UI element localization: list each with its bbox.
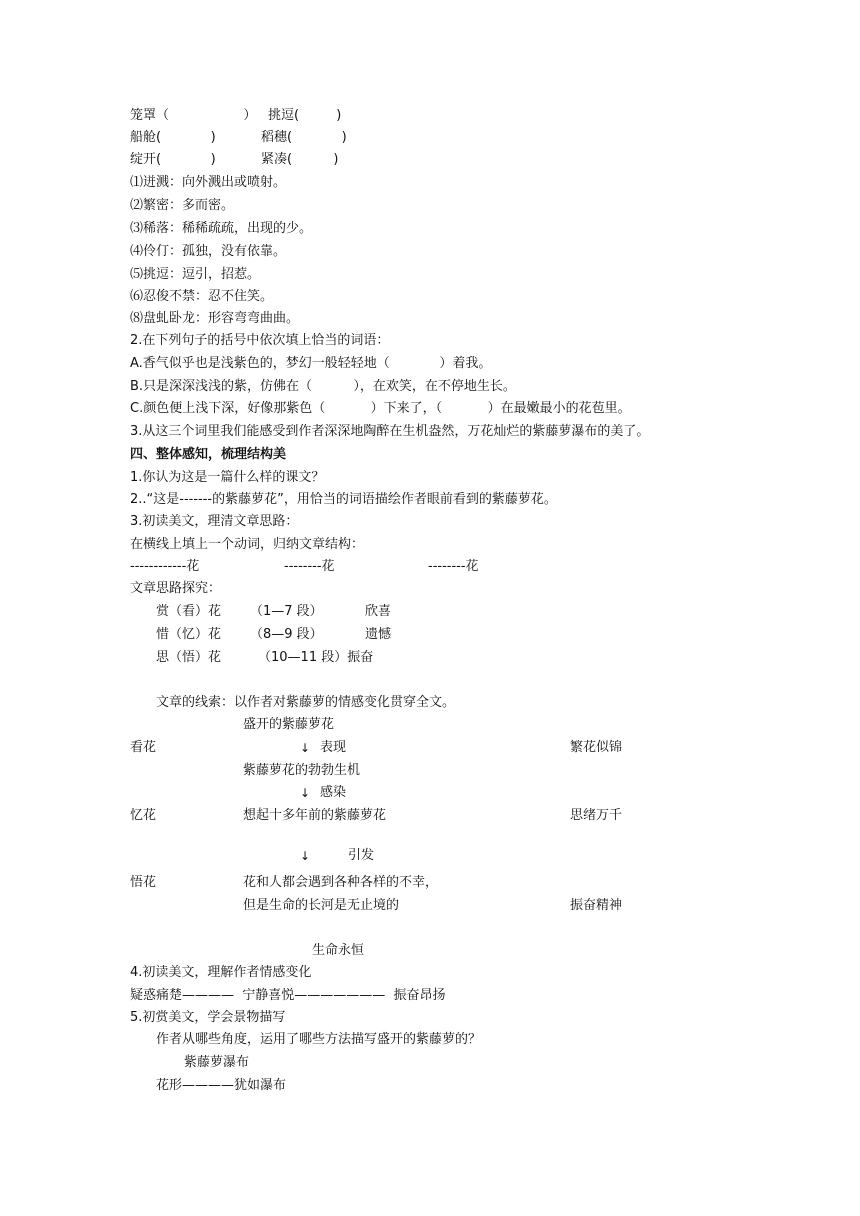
emotion-line: 疑惑痛楚———— 宁静喜悦——————— 振奋昂扬 [130, 988, 446, 1003]
vocab-item: 笼罩（ ） [130, 108, 257, 123]
blank-item: --------花 [428, 559, 479, 574]
question-heading: 3.从这三个词里我们能感受到作者深深地陶醉在生机盎然，万花灿烂的紫藤萝瀑布的美了。 [130, 424, 650, 439]
question-heading: 5.初赏美文，学会景物描写 [130, 1010, 286, 1025]
down-arrow-icon: ↓ [300, 741, 311, 755]
diagram-result: 振奋精神 [570, 898, 623, 913]
structure-stage: 赏（看）花 [156, 604, 222, 619]
question-text: 作者从哪些角度，运用了哪些方法描写盛开的紫藤萝的？ [156, 1032, 482, 1047]
exercise-sentence: A.香气似乎也是浅紫色的，梦幻一般轻轻地（ ）着我。 [130, 356, 492, 371]
diagram-relation: 引发 [348, 848, 375, 863]
question-heading: 3.初读美文，理清文章思路： [130, 514, 299, 529]
instruction-text: 在横线上填上一个动词，归纳文章结构： [130, 537, 365, 552]
definition-item: ⑹忍俊不禁：忍不住笑。 [130, 289, 274, 304]
diagram-node: 想起十多年前的紫藤萝花 [243, 808, 387, 823]
section-title: 四、整体感知，梳理结构美 [130, 447, 287, 462]
down-arrow-icon: ↓ [300, 786, 311, 800]
clue-text: 文章的线索：以作者对紫藤萝的情感变化贯穿全文。 [156, 695, 456, 710]
structure-range: （1—7 段） [250, 604, 323, 619]
description-line: 花形————犹如瀑布 [156, 1078, 287, 1093]
structure-stage: 思（悟）花 [156, 650, 222, 665]
blank-item: --------花 [284, 559, 335, 574]
diagram-stage: 悟花 [130, 875, 157, 890]
blank-item: ------------花 [130, 559, 200, 574]
question-heading: 2.在下列句子的括号中依次填上恰当的词语： [130, 333, 390, 348]
subheading: 紫藤萝瀑布 [184, 1055, 250, 1070]
vocab-item: 挑逗( ) [268, 108, 342, 123]
exercise-sentence: C.颜色便上浅下深，好像那紫色（ ）下来了，（ ）在最嫩最小的花苞里。 [130, 401, 631, 416]
diagram-node: 花和人都会遇到各种各样的不幸， [243, 875, 439, 890]
definition-item: ⑷伶仃：孤独，没有依靠。 [130, 244, 287, 259]
definition-item: ⑶稀落：稀稀疏疏，出现的少。 [130, 221, 313, 236]
structure-emotion: 遗憾 [365, 627, 392, 642]
exercise-sentence: B.只是深深浅浅的紫，仿佛在（ ），在欢笑，在不停地生长。 [130, 379, 516, 394]
diagram-stage: 看花 [130, 740, 157, 755]
definition-item: ⑵繁密：多而密。 [130, 198, 235, 213]
definition-item: ⑸挑逗：逗引，招惹。 [130, 267, 261, 282]
vocab-item: 稻穗( ) [261, 130, 347, 145]
question-heading: 2..“这是-------的紫藤萝花”，用恰当的词语描绘作者眼前看到的紫藤萝花。 [130, 492, 557, 507]
diagram-node: 紫藤萝花的勃勃生机 [243, 763, 361, 778]
diagram-conclusion: 生命永恒 [312, 943, 365, 958]
definition-item: ⑻盘虬卧龙：形容弯弯曲曲。 [130, 311, 300, 326]
structure-range: （8—9 段） [250, 627, 323, 642]
diagram-relation: 表现 [320, 740, 347, 755]
structure-emotion: 欣喜 [365, 604, 392, 619]
question-heading: 1.你认为这是一篇什么样的课文？ [130, 470, 325, 485]
definition-item: ⑴迸溅：向外溅出或喷射。 [130, 175, 287, 190]
structure-stage: 惜（忆）花 [156, 627, 222, 642]
structure-range: （10—11 段）振奋 [258, 650, 374, 665]
question-heading: 4.初读美文，理解作者情感变化 [130, 965, 312, 980]
diagram-node: 但是生命的长河是无止境的 [243, 898, 400, 913]
diagram-node: 盛开的紫藤萝花 [243, 717, 335, 732]
vocab-item: 绽开( ) [130, 152, 216, 167]
diagram-stage: 忆花 [130, 808, 157, 823]
diagram-result: 思绪万千 [570, 808, 623, 823]
subheading: 文章思路探究： [130, 581, 222, 596]
down-arrow-icon: ↓ [300, 849, 311, 863]
vocab-item: 船舱( ) [130, 130, 216, 145]
diagram-result: 繁花似锦 [570, 740, 623, 755]
vocab-item: 紧凑( ) [261, 152, 339, 167]
diagram-relation: 感染 [320, 785, 347, 800]
